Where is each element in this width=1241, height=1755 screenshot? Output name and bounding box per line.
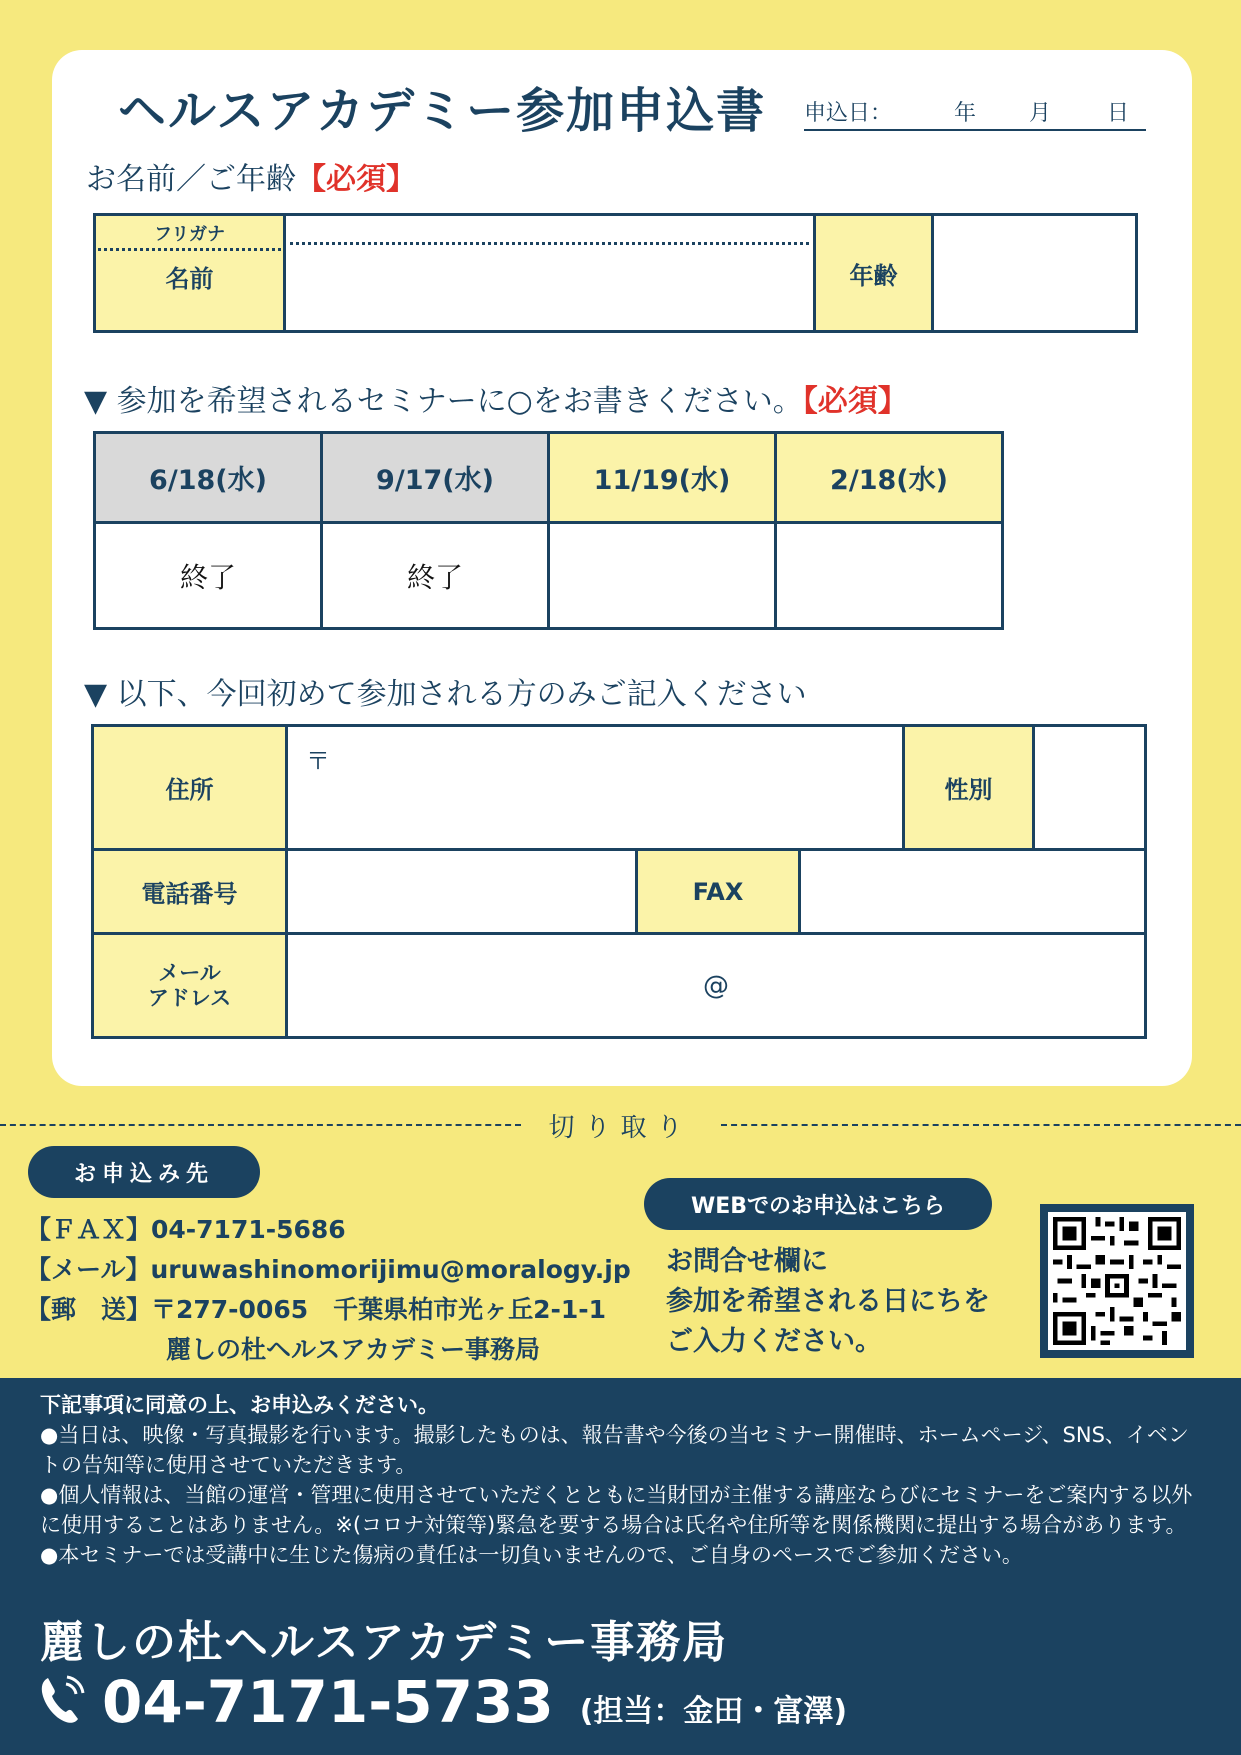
age-input-cell[interactable] (933, 215, 1137, 332)
seminar-date-1: 6/18(水) (95, 433, 322, 523)
furigana-input-line[interactable] (290, 216, 809, 245)
name-section-heading (86, 154, 416, 198)
at-mark: @ (703, 970, 729, 1001)
terms-note-3: ●本セミナーでは受講中に生じた傷病の責任は一切負いませんので、ご自身のペースでご参加ください。 (40, 1543, 1023, 1567)
office-name: 麗しの杜ヘルスアカデミー事務局 (40, 1617, 729, 1668)
application-date[interactable] (804, 96, 1146, 131)
seminar-choice-3[interactable] (549, 523, 776, 629)
first-time-section-heading: ▼ 以下、今回初めて参加される方のみご記入ください (84, 677, 807, 712)
seminar-date-3: 11/19(水) (549, 433, 776, 523)
contact-email[interactable]: 【メール】uruwashinomorijimu@moralogy.jp (26, 1255, 631, 1284)
web-text-line-2: 参加を希望される日にちを (666, 1286, 990, 1317)
email-label-line-2: アドレス (147, 985, 232, 1010)
contact-persons: (担当：金田・富澤) (579, 1694, 848, 1729)
email-label-line-1: メール (158, 960, 221, 985)
date-label: 申込日： (804, 101, 893, 126)
terms-note-2: ●個人情報は、当館の運営・管理に使用させていただくとともに当財団が主催する講座ならびにセミナーをご案内する以外に使用することはありません。※(コロナ対策等)緊急を要する場合は氏名や住所等を関係機関に提出する場合があります。 (40, 1483, 1193, 1537)
terms-note-1: ●当日は、映像・写真撮影を行います。撮影したものは、報告書や今後の当セミナー開催時、ホームページ、SNS、イベントの告知等に使用させていただきます。 (40, 1423, 1189, 1477)
office-phone[interactable]: 04-7171-5733 (102, 1668, 554, 1736)
name-label-cell (95, 215, 285, 332)
web-instructions (666, 1242, 990, 1362)
dash-left (0, 1124, 521, 1126)
details-table (91, 724, 1147, 1039)
cut-line (0, 1105, 1241, 1145)
dash-right (721, 1124, 1241, 1126)
seminar-section-heading (84, 376, 908, 420)
furigana-label: フリガナ (98, 220, 281, 251)
phone-row (38, 1668, 847, 1736)
apply-to-pill: お申込み先 (28, 1146, 260, 1198)
phone-icon (38, 1674, 86, 1730)
contact-mail: 【郵 送】〒277-0065 千葉県柏市光ヶ丘2-1-1 (26, 1295, 607, 1324)
qr-code-graphic (1048, 1212, 1186, 1350)
required-badge: 【必須】 (802, 384, 908, 419)
gender-label: 性別 (904, 726, 1034, 850)
name-table (93, 213, 1138, 333)
date-day: 日 (1107, 101, 1130, 126)
name-input-cell[interactable] (285, 215, 815, 332)
age-label: 年齢 (815, 215, 933, 332)
email-input-cell[interactable] (287, 934, 1146, 1038)
terms-notes (40, 1390, 1205, 1570)
address-input-cell[interactable] (287, 726, 904, 850)
seminar-status-1: 終了 (95, 523, 322, 629)
seminar-status-2: 終了 (322, 523, 549, 629)
email-label (93, 934, 287, 1038)
web-apply-pill[interactable]: WEBでのお申込はこちら (644, 1178, 992, 1230)
fax-input-cell[interactable] (800, 850, 1146, 934)
terms-intro: 下記事項に同意の上、お申込みください。 (40, 1393, 439, 1417)
phone-label: 電話番号 (93, 850, 287, 934)
seminar-date-2: 9/17(水) (322, 433, 549, 523)
date-month: 月 (1029, 101, 1052, 126)
address-label: 住所 (93, 726, 287, 850)
seminar-table (93, 431, 1004, 630)
name-heading-text: お名前／ご年齢 (86, 162, 296, 197)
required-badge: 【必須】 (296, 162, 416, 197)
postal-mark: 〒 (306, 747, 330, 775)
footer (0, 1378, 1241, 1755)
web-text-line-3: ご入力ください。 (666, 1326, 882, 1357)
gender-input-cell[interactable] (1034, 726, 1146, 850)
seminar-choice-4[interactable] (776, 523, 1003, 629)
form-title: ヘルスアカデミー参加申込書 (118, 83, 767, 139)
contact-fax: 【ＦＡＸ】04-7171-5686 (26, 1215, 346, 1244)
cut-label: 切り取り (548, 1112, 693, 1143)
contact-mail-to: 麗しの杜ヘルスアカデミー事務局 (166, 1335, 541, 1364)
phone-input-cell[interactable] (287, 850, 637, 934)
name-label: 名前 (165, 265, 214, 293)
fax-label: FAX (637, 850, 800, 934)
seminar-heading-text: ▼ 参加を希望されるセミナーに○をお書きください。 (84, 384, 803, 419)
seminar-date-4: 2/18(水) (776, 433, 1003, 523)
date-year: 年 (954, 101, 977, 126)
qr-code[interactable] (1040, 1204, 1194, 1358)
web-text-line-1: お問合せ欄に (666, 1246, 828, 1277)
